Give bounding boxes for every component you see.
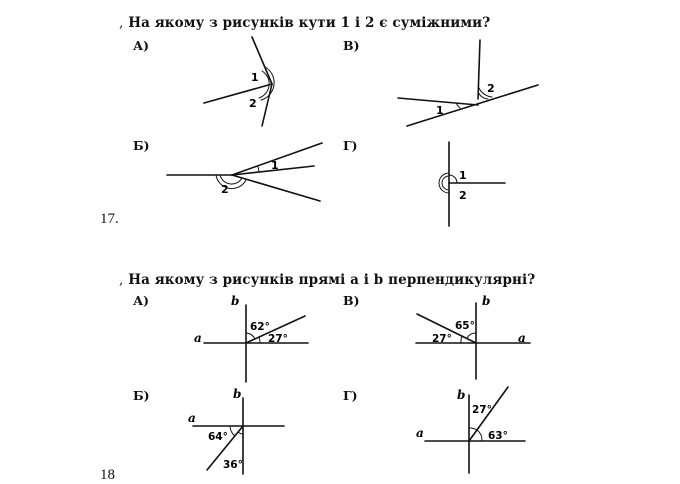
line-a-label: a (416, 426, 424, 440)
angle-label-1: 1 (271, 159, 279, 172)
angle-27-label: 27° (268, 333, 288, 345)
figure-17-v (398, 40, 538, 126)
angle-label-2: 2 (249, 97, 257, 110)
figure-17-a (204, 37, 274, 126)
line-b-label: b (482, 294, 491, 308)
angle-label-2: 2 (221, 183, 229, 196)
angle-62-label: 62° (250, 321, 270, 333)
option-b-label: Б) (133, 388, 150, 403)
angle-64-label: 64° (208, 431, 228, 443)
angle-label-1: 1 (251, 71, 259, 84)
line-a-label: a (188, 411, 196, 425)
question-bullet: , (119, 272, 124, 288)
question-text: На якому з рисунків кути 1 і 2 є суміжними? (128, 15, 491, 31)
angle-65-label: 65° (455, 320, 475, 332)
angle-27-label: 27° (472, 404, 492, 416)
option-b-label: Б) (133, 138, 150, 153)
angle-label-1: 1 (459, 169, 467, 182)
figure-18-a (204, 305, 308, 382)
figure-17-b (167, 143, 322, 201)
angle-label-2: 2 (487, 82, 495, 95)
figure-18-g (425, 387, 525, 473)
line-b-label: b (233, 387, 242, 401)
option-g-label: Г) (343, 138, 358, 153)
question-18-number: 18 (100, 467, 115, 483)
angle-36-label: 36° (223, 459, 243, 471)
figure-17-g (439, 142, 505, 226)
option-v-label: В) (343, 293, 360, 308)
angle-label-1: 1 (436, 104, 444, 117)
option-a-label: А) (133, 293, 150, 308)
question-17-number: 17. (100, 211, 119, 227)
angle-27-label: 27° (432, 333, 452, 345)
question-bullet: , (119, 15, 124, 31)
line-b-label: b (457, 388, 466, 402)
option-g-label: Г) (343, 388, 358, 403)
question-text: На якому з рисунків прямі a і b перпендикулярні? (128, 272, 536, 288)
line-a-label: a (194, 331, 202, 345)
line-b-label: b (231, 294, 240, 308)
angle-label-2: 2 (459, 189, 467, 202)
option-v-label: В) (343, 38, 360, 53)
option-a-label: А) (133, 38, 150, 53)
line-a-label: a (518, 331, 526, 345)
angle-63-label: 63° (488, 430, 508, 442)
